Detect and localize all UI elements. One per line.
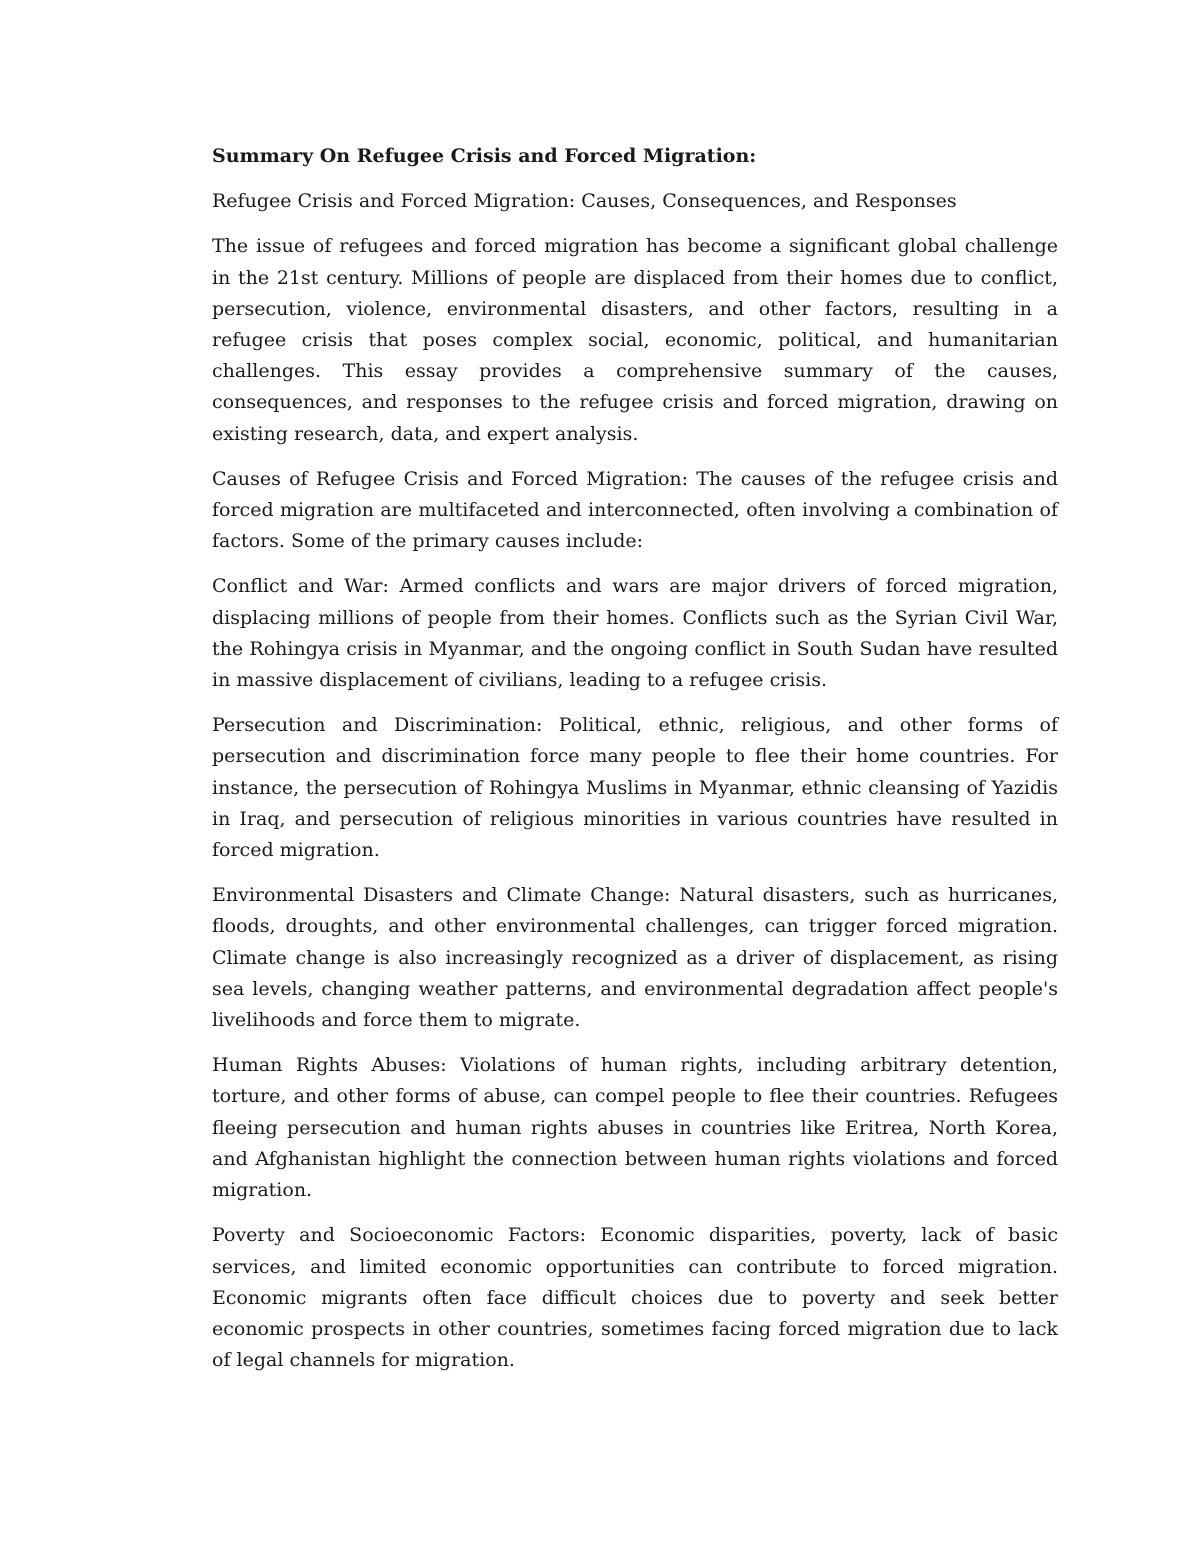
- paragraph-conflict-and-war: Conflict and War: Armed conflicts and wars are major drivers of forced migration, displacing millions of people from their homes. Conflicts such as the Syrian Civil War, the Rohingya crisis in Myanmar, and the ongoing conflict in South Sudan have resulted in massive displacement of civilians, leading to a refugee crisis.: [212, 575, 1058, 692]
- paragraph-environmental-disasters: Environmental Disasters and Climate Change: Natural disasters, such as hurricanes, floods, droughts, and other environmental challenges, can trigger forced migration. Climate change is also increasingly recognized as a driver of displacement, as rising sea levels, changing weather patterns, and environmental degradation affect people's livelihoods and force them to migrate.: [212, 884, 1058, 1032]
- document-body: [212, 141, 1058, 1390]
- paragraph-persecution: Persecution and Discrimination: Political, ethnic, religious, and other forms of persecution and discrimination force many people to flee their home countries. For instance, the persecution of Rohingya Muslims in Myanmar, ethnic cleansing of Yazidis in Iraq, and persecution of religious minorities in various countries have resulted in forced migration.: [212, 714, 1058, 862]
- document-title: Summary On Refugee Crisis and Forced Migration:: [212, 145, 757, 167]
- paragraph-causes-overview: Causes of Refugee Crisis and Forced Migration: The causes of the refugee crisis and forced migration are multifaceted and interconnected, often involving a combination of factors. Some of the primary causes include:: [212, 467, 1058, 553]
- paragraph-poverty: Poverty and Socioeconomic Factors: Economic disparities, poverty, lack of basic services, and limited economic opportunities can contribute to forced migration. Economic migrants often face difficult choices due to poverty and seek better economic prospects in other countries, sometimes facing forced migration due to lack of legal channels for migration.: [212, 1224, 1058, 1372]
- document-subtitle: Refugee Crisis and Forced Migration: Causes, Consequences, and Responses: [212, 190, 957, 213]
- paragraph-human-rights-abuses: Human Rights Abuses: Violations of human rights, including arbitrary detention, torture, and other forms of abuse, can compel people to flee their countries. Refugees fleeing persecution and human rights abuses in countries like Eritrea, North Korea, and Afghanistan highlight the connection between human rights violations and forced migration.: [212, 1054, 1058, 1202]
- paragraph-introduction: The issue of refugees and forced migration has become a significant global challenge in the 21st century. Millions of people are displaced from their homes due to conflict, persecution, violence, environmental disasters, and other factors, resulting in a refugee crisis that poses complex social, economic, political, and humanitarian challenges. This essay provides a comprehensive summary of the causes, consequences, and responses to the refugee crisis and forced migration, drawing on existing research, data, and expert analysis.: [212, 235, 1058, 445]
